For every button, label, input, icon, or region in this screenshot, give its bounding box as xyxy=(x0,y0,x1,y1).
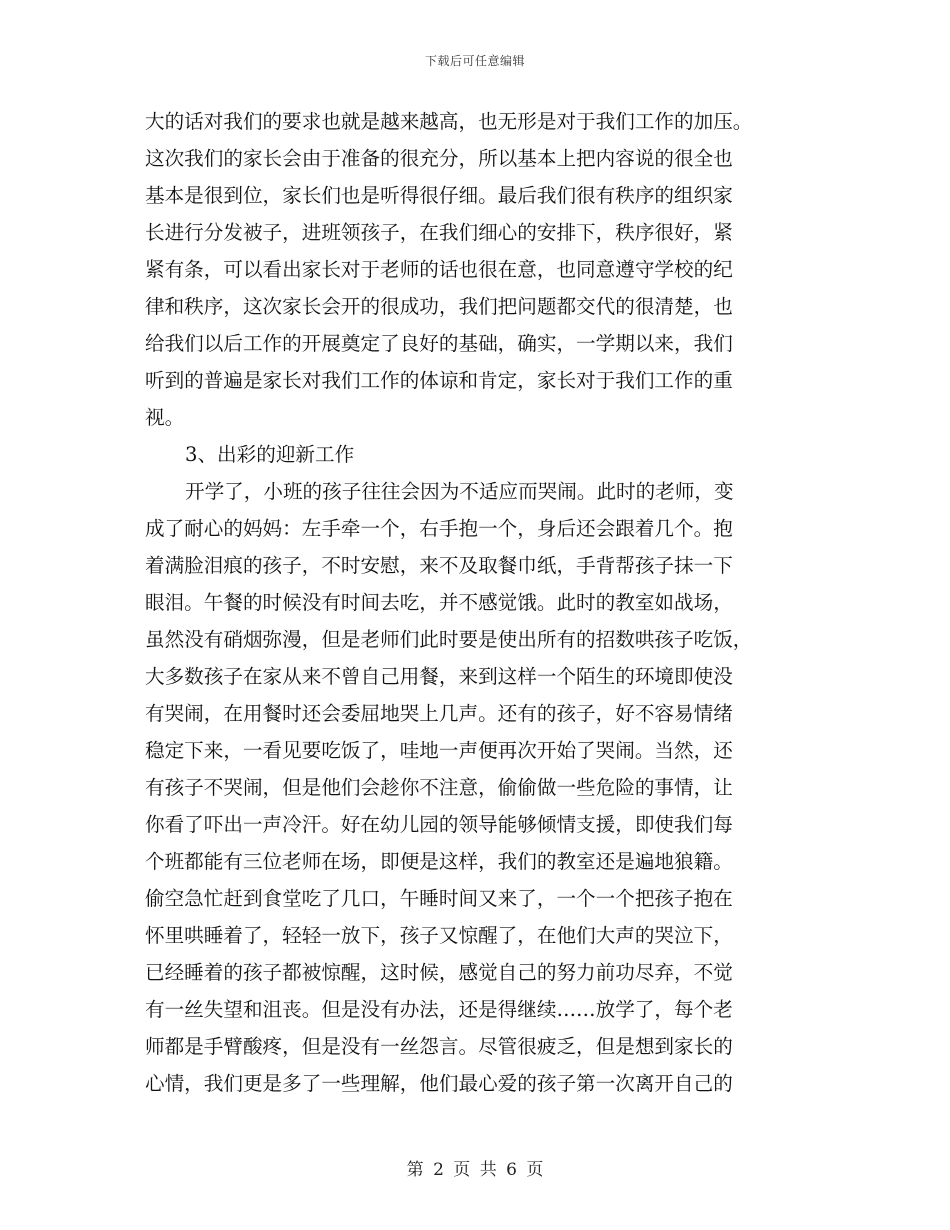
text-line: 成了耐心的妈妈：左手牵一个，右手抱一个，身后还会跟着几个。抱 xyxy=(145,517,733,540)
text-line: 心情，我们更是多了一些理解，他们最心爱的孩子第一次离开自己的 xyxy=(145,1072,733,1095)
section-heading: 3、出彩的迎新工作 xyxy=(185,443,355,466)
text-line: 大的话对我们的要求也就是越来越高，也无形是对于我们工作的加压。 xyxy=(145,110,753,133)
text-line: 给我们以后工作的开展奠定了良好的基础，确实，一学期以来，我们 xyxy=(145,332,733,355)
text-line: 着满脸泪痕的孩子，不时安慰，来不及取餐巾纸，手背帮孩子抹一下 xyxy=(145,554,733,577)
text-line: 稳定下来，一看见要吃饭了，哇地一声便再次开始了哭闹。当然，还 xyxy=(145,739,733,762)
text-line: 大多数孩子在家从来不曾自己用餐，来到这样一个陌生的环境即使没 xyxy=(145,665,733,688)
text-line: 有孩子不哭闹，但是他们会趁你不注意，偷偷做一些危险的事情，让 xyxy=(145,776,733,799)
text-line: 长进行分发被子，进班领孩子，在我们细心的安排下，秩序很好，紧 xyxy=(145,221,733,244)
text-line: 紧有条，可以看出家长对于老师的话也很在意，也同意遵守学校的纪 xyxy=(145,258,733,281)
paragraph-first-line: 开学了，小班的孩子往往会因为不适应而哭闹。此时的老师，变 xyxy=(185,480,734,503)
text-line: 你看了吓出一声冷汗。好在幼儿园的领导能够倾情支援，即使我们每 xyxy=(145,813,733,836)
page-header-note: 下载后可任意编辑 xyxy=(424,54,525,68)
text-line: 有哭闹，在用餐时还会委屈地哭上几声。还有的孩子，好不容易情绪 xyxy=(145,702,733,725)
text-line: 师都是手臂酸疼，但是没有一丝怨言。尽管很疲乏，但是想到家长的 xyxy=(145,1035,733,1058)
text-line: 怀里哄睡着了，轻轻一放下，孩子又惊醒了，在他们大声的哭泣下， xyxy=(145,924,733,947)
text-line: 基本是很到位，家长们也是听得很仔细。最后我们很有秩序的组织家 xyxy=(145,184,733,207)
text-line: 已经睡着的孩子都被惊醒，这时候，感觉自己的努力前功尽弃，不觉 xyxy=(145,961,733,984)
text-line: 这次我们的家长会由于准备的很充分，所以基本上把内容说的很全也 xyxy=(145,147,733,170)
page-number: 第 2 页 共 6 页 xyxy=(406,1160,544,1180)
text-line: 律和秩序，这次家长会开的很成功，我们把问题都交代的很清楚，也 xyxy=(145,295,733,318)
text-line: 听到的普遍是家长对我们工作的体谅和肯定，家长对于我们工作的重 xyxy=(145,369,733,392)
text-line: 个班都能有三位老师在场，即便是这样，我们的教室还是遍地狼籍。 xyxy=(145,850,733,873)
text-line: 有一丝失望和沮丧。但是没有办法，还是得继续……放学了，每个老 xyxy=(145,998,733,1021)
document-body xyxy=(145,103,805,1102)
text-line: 偷空急忙赶到食堂吃了几口，午睡时间又来了，一个一个把孩子抱在 xyxy=(145,887,733,910)
text-line: 视。 xyxy=(145,406,185,429)
text-line: 眼泪。午餐的时候没有时间去吃，并不感觉饿。此时的教室如战场， xyxy=(145,591,733,614)
text-line: 虽然没有硝烟弥漫，但是老师们此时要是使出所有的招数哄孩子吃饭， xyxy=(145,628,753,651)
